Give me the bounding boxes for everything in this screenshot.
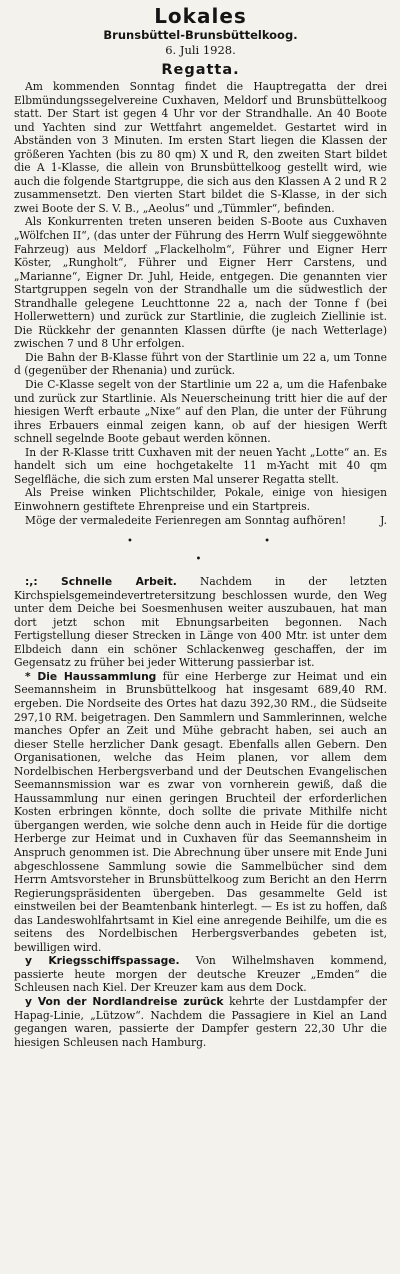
news-item bbox=[14, 954, 387, 995]
article-title: Regatta. bbox=[161, 62, 240, 78]
local-news bbox=[14, 575, 387, 1049]
issue-date: 6. Juli 1928. bbox=[165, 43, 236, 57]
article-paragraph: Die Bahn der B-Klasse führt von der Startlinie um 22 a, um Tonne d (gegenüber der Rhenania) und zurück. bbox=[14, 350, 387, 378]
news-item-text: kehrte der Lustdampfer der Hapag-Linie, „Lützow“. Nachdem die Passagiere in Kiel an Land gegangen waren, passierte der Dampfer gestern 22,30 Uhr die hiesigen Schleusen nach Hamburg. bbox=[14, 995, 387, 1049]
news-item-text: Von Wilhelmshaven kommend, passierte heute morgen der deutsche Kreuzer „Emden“ die Schleusen nach Kiel. Der Kreuzer kam aus dem Dock. bbox=[14, 954, 387, 995]
article-paragraph: Die C-Klasse segelt von der Startlinie um 22 a, um die Hafenbake und zurück zur Startlinie. Als Neuerscheinung tritt hier die auf der hiesigen Werft erbaute „Nixe“ auf den Plan, die unter der Führung ihres Erbauers einmal zeigen kann, ob auf der hiesigen Werft schnell segelnde Boote gebaut werden können. bbox=[14, 378, 387, 446]
news-item bbox=[14, 995, 387, 1049]
news-item-text: Nachdem in der letzten Kirchspielsgemeindevertretersitzung beschlossen wurde, den Weg unter dem Deiche bei Soesmenhusen weiter auszubauen, hat man dort jetzt schon mit Ebnungsarbeiten begonnen. Nach Fertigstellung dieser Strecken in Länge von 400 Mtr. ist unter dem Elbdeich dann ein schöner Schlackenweg geschaffen, der im Gegensatz zu früher bei jeder Witterung passierbar ist. bbox=[14, 575, 387, 670]
article-paragraph: In der R-Klasse tritt Cuxhaven mit der neuen Yacht „Lotte“ an. Es handelt sich um eine hochgetakelte 11 m-Yacht mit 40 qm Segelfläche, die sich zum ersten Mal unserer Regatta stellt. bbox=[14, 445, 387, 486]
news-item-text: für eine Herberge zur Heimat und ein Seemannsheim in Brunsbüttelkoog hat insgesamt 689,40 RM. ergeben. Die Nordseite des Ortes hat dazu 392,30 RM., die Südseite 297,10 RM. beigetragen. Den Sammlern und Sammlerinnen, welche manches Opfer an Zeit und Mühe gebracht haben, sei auch an dieser Stelle herzlicher Dank gesagt. Ebenfalls allen Gebern. Den Organisationen, welche das Heim planen, vor allem dem Nordelbischen Herbergsverband und der Deutschen Evangelischen Seemannsmission war es zwar von vornherein gewiß, daß die Haussammlung nur einen geringen Bruchteil der erforderlichen Kosten erbringen könnte, doch sollte die private Mithilfe nicht übergangen werden, wie solche denn auch in Heide für die dortige Herberge zur Heimat und in Cuxhaven für das Seemannsheim in Anspruch genommen ist. Die Abrechnung über unsere mit Ende Juni abgeschlossene Sammlung sowie die Sammelbücher sind dem Herrn Amtsvorsteher in Brunsbüttelkoog zum Bericht an den Herrn Regierungspräsidenten übergeben. Das gesammelte Geld ist einstweilen bei der Beamtenbank hinterlegt. — Es ist zu hoffen, daß das Landeswohlfahrtsamt in Kiel eine anregende Beihilfe, um die es seitens des Nordelbischen Herbergsverbandes gebeten ist, bewilligen wird. bbox=[14, 669, 387, 954]
location-subhead: Brunsbüttel-Brunsbüttelkoog. bbox=[103, 28, 298, 42]
article-paragraph: Als Konkurrenten treten unseren beiden S-Boote aus Cuxhaven „Wölfchen II“, (das unter der Führung des Herrn Wulf sieggewöhnte Fahrzeug) aus Meldorf „Flackelholm“, Führer und Eigner Herr Köster, „Rungholt“, Führer und Eigner Herr Carstens, und „Marianne“, Eigner Dr. Juhl, Heide, entgegen. Die genannten vier Startgruppen segeln von der Strandhalle um die südwestlich der Strandhalle gelegene Leuchttonne 22 a, nach der Tonne f (bei Hollerwettern) und zurück zur Startlinie, die zugleich Ziellinie ist. Die Rückkehr der genannten Klassen dürfte (je nach Wetterlage) zwischen 7 und 8 Uhr erfolgen. bbox=[14, 215, 387, 351]
news-item-lead: y Kriegsschiffspassage. bbox=[25, 954, 180, 968]
news-item-lead: y Von der Nordlandreise zurück bbox=[25, 995, 224, 1008]
article-paragraph: Als Preise winken Plichtschilder, Pokale, einige von hiesigen Einwohnern gestiftete Ehrenpreise und ein Startpreis. bbox=[14, 486, 387, 513]
author-signature: J. bbox=[380, 513, 387, 527]
news-item-lead: * Die Haussammlung bbox=[25, 669, 157, 683]
article-paragraph: Möge der vermaledeite Ferienregen am Sonntag aufhören! bbox=[25, 513, 347, 527]
news-item-lead: :,: Schnelle Arbeit. bbox=[25, 575, 177, 589]
article-paragraph: Am kommenden Sonntag findet die Hauptregatta der drei Elbmündungssegelvereine Cuxhaven, Meldorf und Brunsbüttelkoog statt. Der Start ist gegen 4 Uhr vor der Strandhalle. An 40 Boote und Yachten sind zur Wettfahrt angemeldet. Gestartet wird in Abständen von 3 Minuten. Im ersten Start liegen die Klassen der größeren Yachten (bis zu 80 qm) X und R, den zweiten Start bildet die A 1-Klasse, die allein von Brunsbüttelkoog gestellt wird, wie auch die folgende Startgruppe, die sich aus den Klassen A 2 und R 2 zusammensetzt. Den vierten Start bildet die S-Klasse, in der sich zwei Boote der S. V. B., „Aeolus“ und „Tümmler“, befinden. bbox=[14, 80, 387, 215]
section-divider: • • • bbox=[127, 536, 334, 566]
section-masthead: Lokales bbox=[154, 4, 247, 28]
news-item bbox=[14, 670, 387, 954]
regatta-article bbox=[14, 60, 387, 527]
news-item bbox=[14, 575, 387, 670]
